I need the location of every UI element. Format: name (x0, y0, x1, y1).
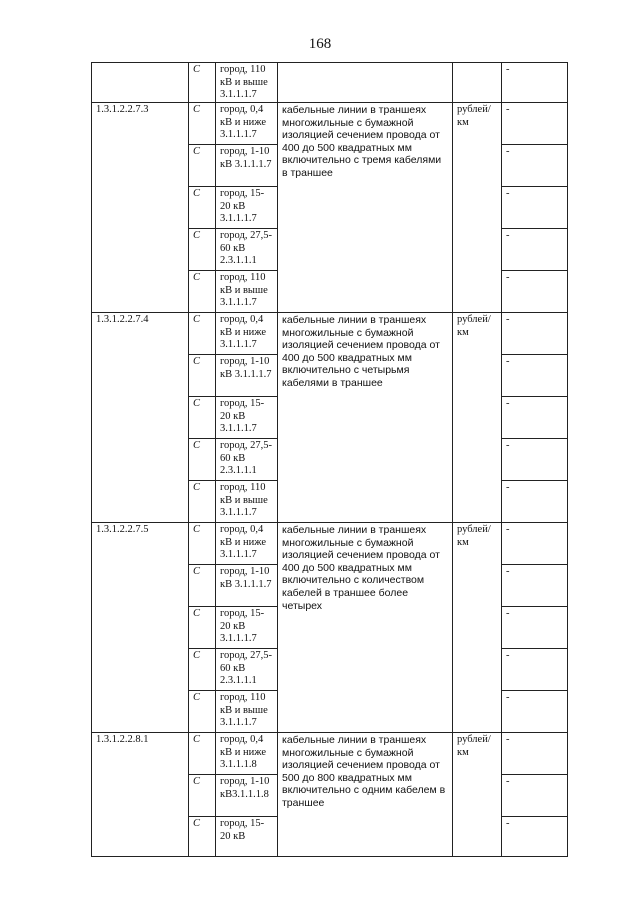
value-cell: - (502, 817, 568, 857)
description-cell: кабельные линии в траншеях многожильные с бумажной изоляцией сечением провода от 400 до 500 квадратных мм включительно с количеством кабелей в траншее более четырех (278, 523, 453, 733)
value-cell: - (502, 271, 568, 313)
description-cell: кабельные линии в траншеях многожильные с бумажной изоляцией сечением провода от 400 до 500 квадратных мм включительно с тремя кабелями в траншее (278, 103, 453, 313)
value-cell: - (502, 313, 568, 355)
category-cell: С (189, 313, 216, 355)
description-cell: кабельные линии в траншеях многожильные с бумажной изоляцией сечением провода от 500 до 800 квадратных мм включительно с одним кабелем в траншее (278, 733, 453, 857)
category-cell: С (189, 355, 216, 397)
page-number: 168 (308, 36, 332, 52)
voltage-level-cell: город, 1-10 кВ 3.1.1.1.7 (216, 565, 278, 607)
table-row (92, 523, 568, 565)
voltage-level-cell: город, 15-20 кВ 3.1.1.1.7 (216, 397, 278, 439)
table-row (92, 103, 568, 145)
voltage-level-cell: город, 110 кВ и выше 3.1.1.1.7 (216, 691, 278, 733)
category-cell: С (189, 271, 216, 313)
unit-cell: рублей/ км (453, 313, 502, 523)
category-cell: С (189, 691, 216, 733)
code-cell: 1.3.1.2.2.8.1 (92, 733, 189, 857)
value-cell: - (502, 229, 568, 271)
table-row (92, 313, 568, 355)
code-cell: 1.3.1.2.2.7.3 (92, 103, 189, 313)
voltage-level-cell: город, 15-20 кВ 3.1.1.1.7 (216, 187, 278, 229)
voltage-level-cell: город, 27,5-60 кВ 2.3.1.1.1 (216, 439, 278, 481)
category-cell: С (189, 103, 216, 145)
voltage-level-cell: город, 0,4 кВ и ниже 3.1.1.1.7 (216, 523, 278, 565)
category-cell: С (189, 145, 216, 187)
category-cell: С (189, 187, 216, 229)
table-row (92, 63, 568, 103)
voltage-level-cell: город, 1-10 кВ 3.1.1.1.7 (216, 145, 278, 187)
description-cell (278, 63, 453, 103)
value-cell: - (502, 439, 568, 481)
category-cell: С (189, 649, 216, 691)
value-cell: - (502, 481, 568, 523)
category-cell: С (189, 523, 216, 565)
category-cell: С (189, 397, 216, 439)
voltage-level-cell: город, 15-20 кВ 3.1.1.1.7 (216, 607, 278, 649)
voltage-level-cell: город, 1-10 кВ3.1.1.1.8 (216, 775, 278, 817)
category-cell: С (189, 733, 216, 775)
voltage-level-cell: город, 0,4 кВ и ниже 3.1.1.1.7 (216, 103, 278, 145)
code-cell (92, 63, 189, 103)
unit-cell (453, 63, 502, 103)
category-cell: С (189, 63, 216, 103)
unit-cell: рублей/ км (453, 103, 502, 313)
category-cell: С (189, 439, 216, 481)
voltage-level-cell: город, 27,5-60 кВ 2.3.1.1.1 (216, 649, 278, 691)
description-cell: кабельные линии в траншеях многожильные с бумажной изоляцией сечением провода от 400 до 500 квадратных мм включительно с четырьмя кабелями в траншее (278, 313, 453, 523)
voltage-level-cell: город, 27,5-60 кВ 2.3.1.1.1 (216, 229, 278, 271)
table-row (92, 733, 568, 775)
value-cell: - (502, 691, 568, 733)
value-cell: - (502, 397, 568, 439)
value-cell: - (502, 565, 568, 607)
category-cell: С (189, 607, 216, 649)
unit-cell: рублей/ км (453, 523, 502, 733)
voltage-level-cell: город, 15-20 кВ (216, 817, 278, 857)
category-cell: С (189, 565, 216, 607)
voltage-level-cell: город, 110 кВ и выше 3.1.1.1.7 (216, 481, 278, 523)
value-cell: - (502, 523, 568, 565)
voltage-level-cell: город, 0,4 кВ и ниже 3.1.1.1.8 (216, 733, 278, 775)
category-cell: С (189, 817, 216, 857)
value-cell: - (502, 607, 568, 649)
voltage-level-cell: город, 1-10 кВ 3.1.1.1.7 (216, 355, 278, 397)
value-cell: - (502, 63, 568, 103)
voltage-level-cell: город, 0,4 кВ и ниже 3.1.1.1.7 (216, 313, 278, 355)
category-cell: С (189, 229, 216, 271)
value-cell: - (502, 733, 568, 775)
value-cell: - (502, 649, 568, 691)
value-cell: - (502, 775, 568, 817)
value-cell: - (502, 187, 568, 229)
value-cell: - (502, 145, 568, 187)
code-cell: 1.3.1.2.2.7.5 (92, 523, 189, 733)
voltage-level-cell: город, 110 кВ и выше 3.1.1.1.7 (216, 63, 278, 103)
category-cell: С (189, 481, 216, 523)
category-cell: С (189, 775, 216, 817)
value-cell: - (502, 355, 568, 397)
unit-cell: рублей/ км (453, 733, 502, 857)
voltage-level-cell: город, 110 кВ и выше 3.1.1.1.7 (216, 271, 278, 313)
value-cell: - (502, 103, 568, 145)
tariff-table (91, 62, 568, 857)
code-cell: 1.3.1.2.2.7.4 (92, 313, 189, 523)
